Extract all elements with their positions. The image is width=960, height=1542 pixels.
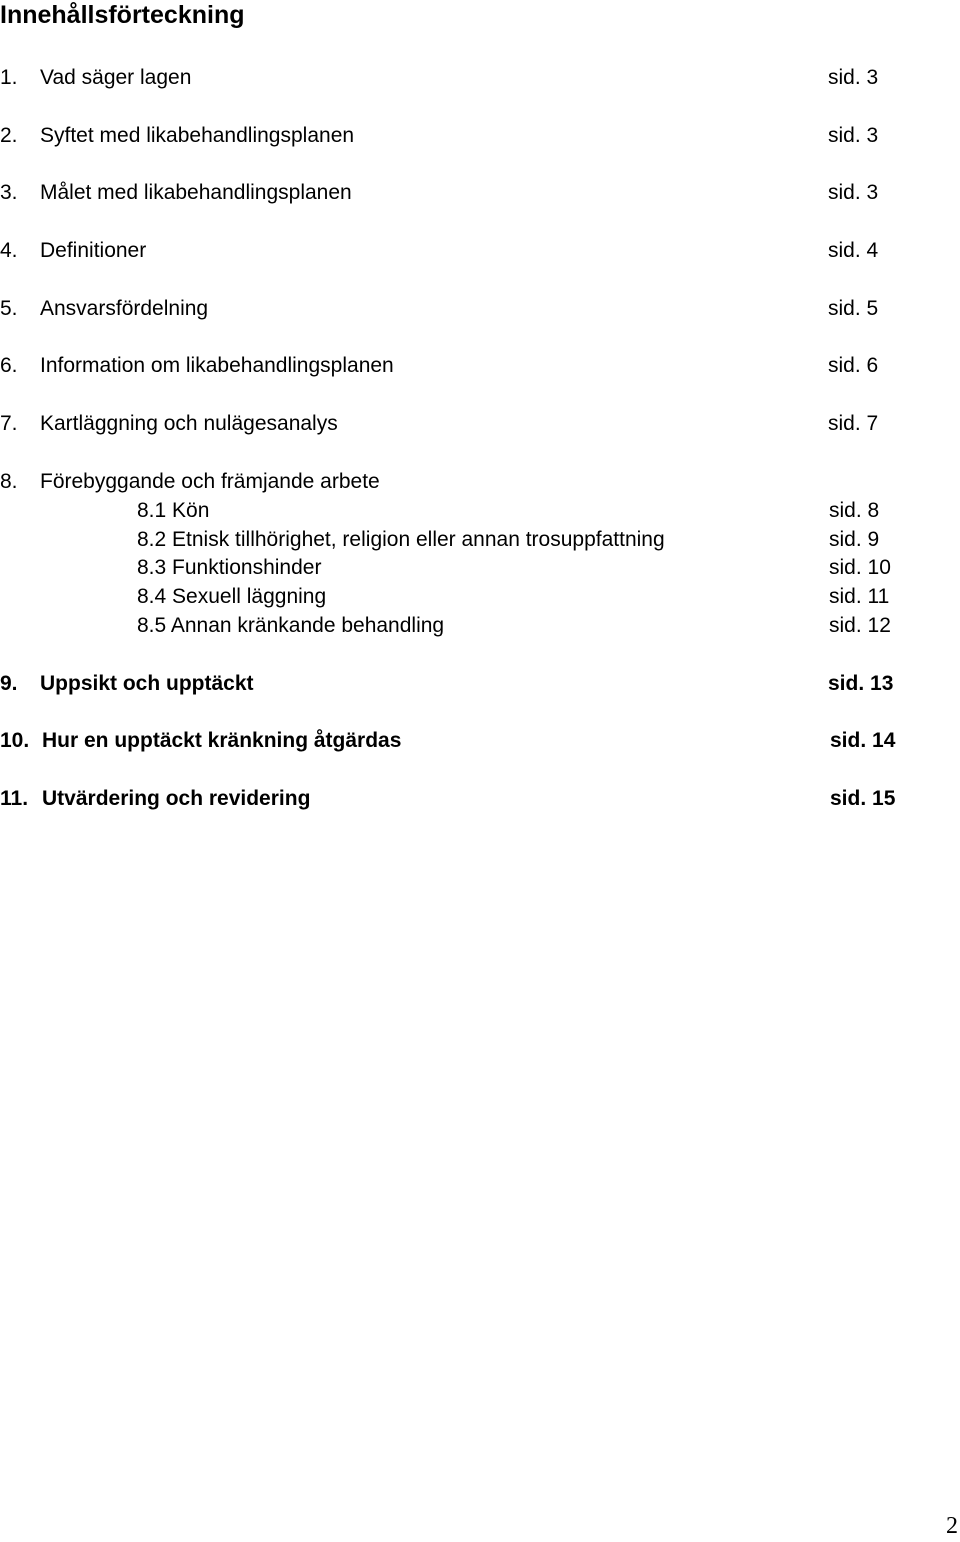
toc-entry-3[interactable] <box>0 179 960 207</box>
entry-page: sid. 4 <box>828 239 879 262</box>
entry-page: sid. 3 <box>828 181 879 204</box>
entry-number: 6. <box>0 354 18 377</box>
subentry-title: 8.5 Annan kränkande behandling <box>137 614 445 637</box>
entry-title: Förebyggande och främjande arbete <box>40 470 380 493</box>
toc-entry-10[interactable] <box>0 727 960 755</box>
entry-number: 7. <box>0 412 18 435</box>
entry-number: 9. <box>0 672 18 695</box>
toc-subentry-8-3[interactable] <box>0 554 960 582</box>
toc-subentry-8-2[interactable] <box>0 526 960 554</box>
toc-entry-4[interactable] <box>0 237 960 265</box>
entry-title: Vad säger lagen <box>40 66 192 89</box>
toc-subentry-8-4[interactable] <box>0 583 960 611</box>
entry-page: sid. 6 <box>828 354 879 377</box>
subentry-title: 8.3 Funktionshinder <box>137 556 322 579</box>
entry-number: 4. <box>0 239 18 262</box>
toc-entry-7[interactable] <box>0 410 960 438</box>
subentry-title: 8.4 Sexuell läggning <box>137 585 327 608</box>
entry-title: Information om likabehandlingsplanen <box>40 354 394 377</box>
entry-page: sid. 13 <box>828 672 894 695</box>
entry-title: Kartläggning och nulägesanalys <box>40 412 338 435</box>
toc-entry-8[interactable] <box>0 468 960 496</box>
entry-page: sid. 3 <box>828 66 879 89</box>
entry-number: 10. <box>0 729 30 752</box>
entry-number: 5. <box>0 297 18 320</box>
entry-title: Utvärdering och revidering <box>42 787 311 810</box>
toc-entry-6[interactable] <box>0 352 960 380</box>
entry-number: 11. <box>0 787 29 810</box>
subentry-page: sid. 9 <box>829 528 880 551</box>
subentry-page: sid. 11 <box>829 585 890 608</box>
page-number: 2 <box>946 1513 958 1539</box>
entry-number: 1. <box>0 66 18 89</box>
toc-entry-11[interactable] <box>0 785 960 813</box>
entry-page: sid. 3 <box>828 124 879 147</box>
subentry-page: sid. 12 <box>829 614 891 637</box>
toc-subentry-8-5[interactable] <box>0 612 960 640</box>
subentry-title: 8.2 Etnisk tillhörighet, religion eller annan trosuppfattning <box>137 528 665 551</box>
subentry-title: 8.1 Kön <box>137 499 210 522</box>
entry-number: 2. <box>0 124 18 147</box>
toc-subentry-8-1[interactable] <box>0 497 960 525</box>
toc-entry-9[interactable] <box>0 670 960 698</box>
toc-entry-1[interactable] <box>0 64 960 92</box>
toc-entry-2[interactable] <box>0 122 960 150</box>
entry-title: Hur en upptäckt kränkning åtgärdas <box>42 729 402 752</box>
subentry-page: sid. 10 <box>829 556 891 579</box>
entry-title: Syftet med likabehandlingsplanen <box>40 124 355 147</box>
entry-title: Målet med likabehandlingsplanen <box>40 181 352 204</box>
subentry-page: sid. 8 <box>829 499 880 522</box>
page-title: Innehållsförteckning <box>0 1 245 29</box>
entry-number: 8. <box>0 470 18 493</box>
entry-title: Ansvarsfördelning <box>40 297 209 320</box>
entry-page: sid. 15 <box>830 787 896 810</box>
toc-entry-5[interactable] <box>0 295 960 323</box>
entry-number: 3. <box>0 181 18 204</box>
entry-title: Uppsikt och upptäckt <box>40 672 254 695</box>
entry-page: sid. 5 <box>828 297 879 320</box>
entry-title: Definitioner <box>40 239 147 262</box>
entry-page: sid. 14 <box>830 729 896 752</box>
entry-page: sid. 7 <box>828 412 879 435</box>
